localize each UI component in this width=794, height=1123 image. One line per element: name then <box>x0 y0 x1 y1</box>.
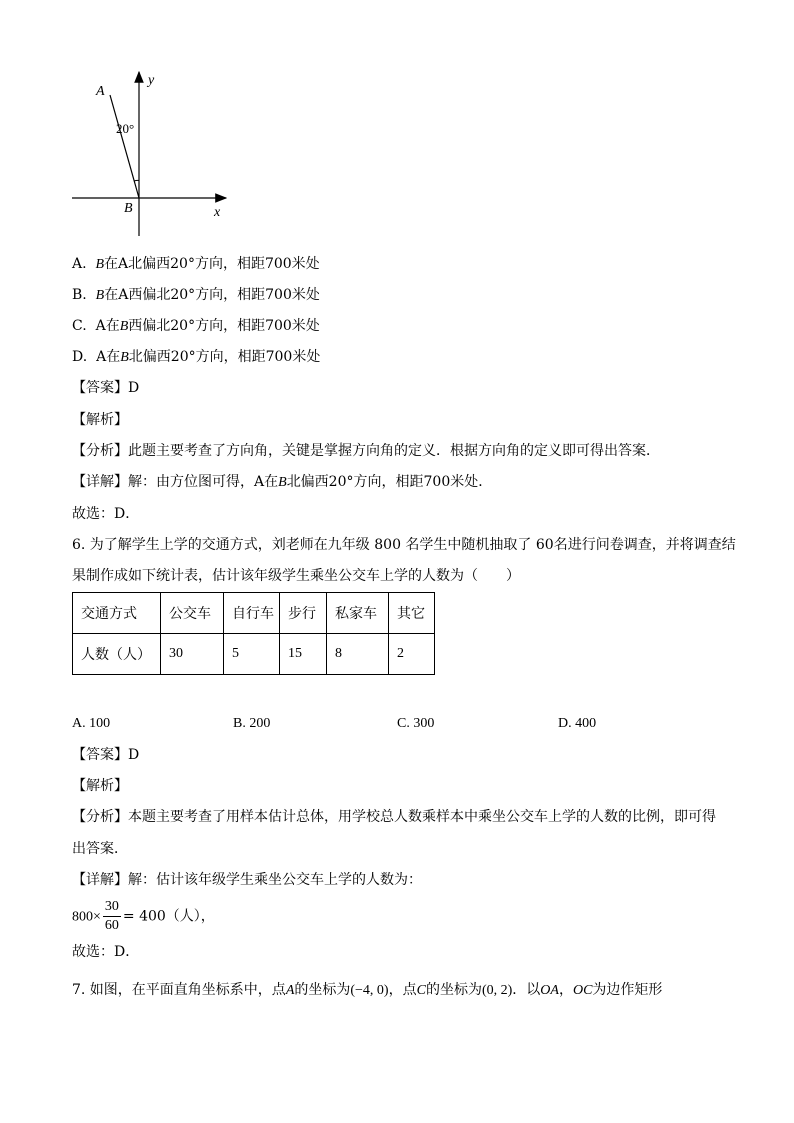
q5-xiangjie: 【详解】解：由方位图可得，A在B北偏西20°方向，相距700米处． <box>72 474 493 490</box>
q6-option-c: C. 300 <box>397 716 435 731</box>
table-cell: 公交车 <box>161 593 224 634</box>
q6-option-b: B. 200 <box>233 716 271 731</box>
q6-option-d: D. 400 <box>558 716 597 731</box>
q6-analysis-heading: 【解析】 <box>72 778 128 794</box>
q5-analysis-heading: 【解析】 <box>72 412 128 428</box>
q6-stem-line1: 6. 为了解学生上学的交通方式，刘老师在九年级 800 名学生中随机抽取了 60名进行问卷调查，并将调查结 <box>72 537 736 553</box>
table-cell: 15 <box>280 634 327 675</box>
label-angle: 20° <box>116 121 135 136</box>
q5-fenxi: 【分析】此题主要考查了方向角，关键是掌握方向角的定义．根据方向角的定义即可得出答案． <box>72 443 660 459</box>
q6-option-a: A. 100 <box>72 716 111 731</box>
q5-option-a: A. B在A北偏西20°方向，相距700米处 <box>72 256 320 272</box>
table-cell: 2 <box>389 634 435 675</box>
transport-table <box>72 592 435 675</box>
q6-answer: 【答案】D <box>72 747 140 763</box>
label-y: y <box>148 73 155 88</box>
table-cell: 30 <box>161 634 224 675</box>
q6-choose: 故选：D． <box>72 944 140 960</box>
direction-figure <box>0 0 794 250</box>
q6-fenxi-line1: 【分析】本题主要考查了用样本估计总体，用学校总人数乘样本中乘坐公交车上学的人数的比例，即可得 <box>72 809 716 825</box>
q6-fenxi-line2: 出答案． <box>72 841 128 857</box>
q5-option-c: C. A在B西偏北20°方向，相距700米处 <box>72 318 320 334</box>
table-cell: 其它 <box>389 593 435 634</box>
q7-stem: 7. 如图，在平面直角坐标系中，点A的坐标为(−4, 0)，点C的坐标为(0, 2)．以OA，OC为边作矩形 <box>72 982 663 998</box>
q6-formula: 800× $\frac{30}{60}$ = 400（人）， <box>72 899 215 933</box>
q5-option-b: B. B在A西偏北20°方向，相距700米处 <box>72 287 320 303</box>
label-B: B <box>124 201 133 216</box>
table-cell: 自行车 <box>224 593 280 634</box>
q6-xiangjie: 【详解】解：估计该年级学生乘坐公交车上学的人数为： <box>72 872 422 888</box>
table-cell: 8 <box>327 634 389 675</box>
q5-choose: 故选：D． <box>72 506 140 522</box>
table-cell: 人数（人） <box>73 634 161 675</box>
label-x: x <box>214 205 221 220</box>
table-cell: 私家车 <box>327 593 389 634</box>
q6-stem-line2: 果制作成如下统计表，估计该年级学生乘坐公交车上学的人数为（ ） <box>72 568 520 584</box>
segment-AB <box>110 95 139 198</box>
angle-arc <box>134 180 139 181</box>
table-cell: 5 <box>224 634 280 675</box>
q5-option-d: D. A在B北偏西20°方向，相距700米处 <box>72 349 321 365</box>
table-cell: 交通方式 <box>73 593 161 634</box>
q5-answer: 【答案】D <box>72 380 140 396</box>
table-header-row <box>73 593 435 634</box>
table-cell: 步行 <box>280 593 327 634</box>
table-row <box>73 634 435 675</box>
fraction: $\frac{30}{60}$ <box>104 899 119 933</box>
label-A: A <box>96 84 105 99</box>
